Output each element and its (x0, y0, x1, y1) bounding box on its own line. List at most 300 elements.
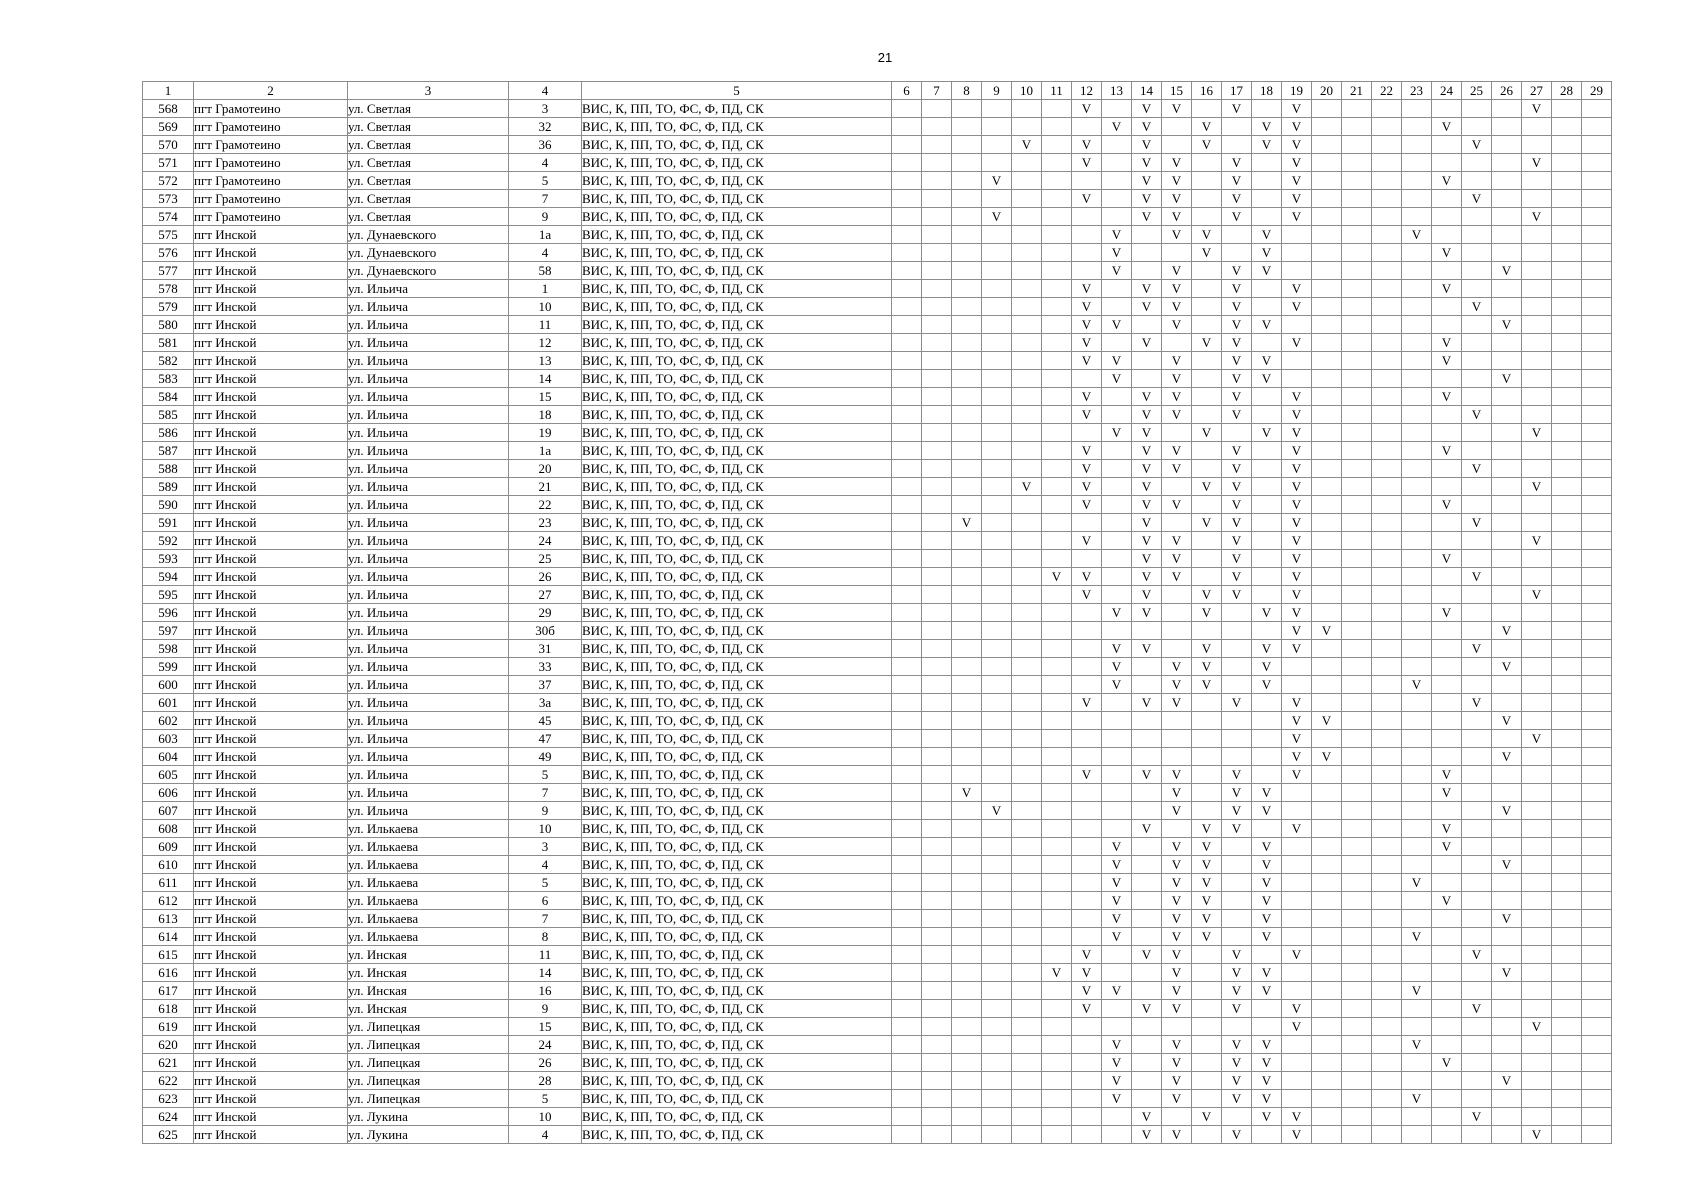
house-number: 28 (509, 1072, 582, 1090)
mark-cell (1342, 478, 1372, 496)
mark-cell (1012, 1126, 1042, 1144)
street: ул. Илькаева (348, 820, 509, 838)
mark-cell (952, 1018, 982, 1036)
check-mark: V (1132, 640, 1162, 658)
works-list: ВИС, К, ПП, ТО, ФС, Ф, ПД, СК (582, 856, 892, 874)
mark-cell (1012, 208, 1042, 226)
works-list: ВИС, К, ПП, ТО, ФС, Ф, ПД, СК (582, 928, 892, 946)
table-row (143, 172, 1612, 190)
mark-cell (1462, 928, 1492, 946)
mark-cell (1552, 640, 1582, 658)
mark-cell (1552, 748, 1582, 766)
mark-cell (982, 622, 1012, 640)
table-row (143, 496, 1612, 514)
column-header: 18 (1252, 82, 1282, 100)
mark-cell (1462, 1036, 1492, 1054)
mark-cell (1432, 514, 1462, 532)
mark-cell (982, 550, 1012, 568)
row-number: 587 (143, 442, 194, 460)
mark-cell (1582, 280, 1612, 298)
mark-cell (1582, 964, 1612, 982)
mark-cell (922, 370, 952, 388)
check-mark: V (952, 784, 982, 802)
street: ул. Ильича (348, 586, 509, 604)
mark-cell (1372, 208, 1402, 226)
mark-cell (1132, 352, 1162, 370)
mark-cell (1192, 766, 1222, 784)
works-list: ВИС, К, ПП, ТО, ФС, Ф, ПД, СК (582, 262, 892, 280)
row-number: 576 (143, 244, 194, 262)
locality: пгт Инской (194, 694, 348, 712)
locality: пгт Инской (194, 838, 348, 856)
mark-cell (1192, 1054, 1222, 1072)
check-mark: V (1072, 298, 1102, 316)
house-number: 11 (509, 946, 582, 964)
check-mark: V (1222, 442, 1252, 460)
check-mark: V (1222, 334, 1252, 352)
mark-cell (1582, 190, 1612, 208)
check-mark: V (1162, 982, 1192, 1000)
table-row (143, 820, 1612, 838)
check-mark: V (1222, 532, 1252, 550)
check-mark: V (1222, 694, 1252, 712)
check-mark: V (1252, 838, 1282, 856)
mark-cell (1132, 226, 1162, 244)
mark-cell (1492, 586, 1522, 604)
mark-cell (1492, 1000, 1522, 1018)
mark-cell (1462, 964, 1492, 982)
mark-cell (1492, 892, 1522, 910)
mark-cell (1372, 226, 1402, 244)
check-mark: V (1282, 190, 1312, 208)
mark-cell (1372, 172, 1402, 190)
mark-cell (982, 1000, 1012, 1018)
check-mark: V (1072, 316, 1102, 334)
mark-cell (1102, 136, 1132, 154)
mark-cell (1222, 874, 1252, 892)
mark-cell (1312, 316, 1342, 334)
check-mark: V (1072, 694, 1102, 712)
mark-cell (1312, 154, 1342, 172)
check-mark: V (1222, 352, 1252, 370)
mark-cell (1552, 712, 1582, 730)
mark-cell (1372, 118, 1402, 136)
check-mark: V (1282, 442, 1312, 460)
row-number: 589 (143, 478, 194, 496)
check-mark: V (1162, 928, 1192, 946)
works-list: ВИС, К, ПП, ТО, ФС, Ф, ПД, СК (582, 640, 892, 658)
mark-cell (1522, 694, 1552, 712)
table-row (143, 856, 1612, 874)
mark-cell (1492, 118, 1522, 136)
column-header: 23 (1402, 82, 1432, 100)
check-mark: V (1252, 316, 1282, 334)
locality: пгт Инской (194, 496, 348, 514)
mark-cell (1192, 694, 1222, 712)
mark-cell (1012, 892, 1042, 910)
check-mark: V (1252, 1054, 1282, 1072)
street: ул. Илькаева (348, 874, 509, 892)
check-mark: V (1432, 280, 1462, 298)
check-mark: V (1192, 244, 1222, 262)
check-mark: V (1132, 496, 1162, 514)
check-mark: V (1162, 694, 1192, 712)
mark-cell (1102, 712, 1132, 730)
mark-cell (1192, 316, 1222, 334)
locality: пгт Инской (194, 514, 348, 532)
mark-cell (1072, 892, 1102, 910)
mark-cell (922, 190, 952, 208)
street: ул. Ильича (348, 298, 509, 316)
mark-cell (952, 586, 982, 604)
check-mark: V (1132, 568, 1162, 586)
check-mark: V (1462, 298, 1492, 316)
check-mark: V (1222, 964, 1252, 982)
mark-cell (982, 946, 1012, 964)
mark-cell (1342, 172, 1372, 190)
mark-cell (1462, 118, 1492, 136)
mark-cell (1042, 172, 1072, 190)
mark-cell (1042, 1054, 1072, 1072)
works-list: ВИС, К, ПП, ТО, ФС, Ф, ПД, СК (582, 244, 892, 262)
mark-cell (1012, 442, 1042, 460)
mark-cell (1372, 1126, 1402, 1144)
check-mark: V (1162, 190, 1192, 208)
mark-cell (1582, 1108, 1612, 1126)
mark-cell (1432, 1036, 1462, 1054)
locality: пгт Инской (194, 460, 348, 478)
check-mark: V (1252, 784, 1282, 802)
mark-cell (1132, 838, 1162, 856)
mark-cell (1522, 388, 1552, 406)
locality: пгт Инской (194, 262, 348, 280)
mark-cell (1552, 118, 1582, 136)
mark-cell (1312, 496, 1342, 514)
check-mark: V (1402, 874, 1432, 892)
table-row (143, 1126, 1612, 1144)
check-mark: V (1432, 766, 1462, 784)
house-number: 3 (509, 100, 582, 118)
check-mark: V (1132, 154, 1162, 172)
mark-cell (1432, 226, 1462, 244)
check-mark: V (1102, 1054, 1132, 1072)
mark-cell (1582, 460, 1612, 478)
row-number: 570 (143, 136, 194, 154)
mark-cell (1552, 316, 1582, 334)
mark-cell (1402, 514, 1432, 532)
mark-cell (1552, 892, 1582, 910)
check-mark: V (1462, 694, 1492, 712)
street: ул. Светлая (348, 154, 509, 172)
mark-cell (1312, 982, 1342, 1000)
mark-cell (1372, 820, 1402, 838)
mark-cell (1402, 1054, 1432, 1072)
mark-cell (1312, 784, 1342, 802)
row-number: 606 (143, 784, 194, 802)
check-mark: V (1162, 388, 1192, 406)
table-row (143, 892, 1612, 910)
check-mark: V (1462, 514, 1492, 532)
mark-cell (982, 694, 1012, 712)
house-number: 4 (509, 1126, 582, 1144)
check-mark: V (1222, 1072, 1252, 1090)
mark-cell (1312, 874, 1342, 892)
mark-cell (1432, 406, 1462, 424)
mark-cell (1042, 1072, 1072, 1090)
mark-cell (1552, 784, 1582, 802)
mark-cell (952, 658, 982, 676)
mark-cell (1042, 190, 1072, 208)
mark-cell (1582, 478, 1612, 496)
mark-cell (892, 946, 922, 964)
mark-cell (1342, 1126, 1372, 1144)
mark-cell (1162, 334, 1192, 352)
mark-cell (1582, 874, 1612, 892)
mark-cell (922, 658, 952, 676)
mark-cell (892, 496, 922, 514)
mark-cell (1102, 1000, 1132, 1018)
house-number: 4 (509, 856, 582, 874)
mark-cell (1312, 730, 1342, 748)
mark-cell (1252, 388, 1282, 406)
mark-cell (1042, 874, 1072, 892)
mark-cell (1042, 136, 1072, 154)
mark-cell (1252, 334, 1282, 352)
check-mark: V (1282, 1018, 1312, 1036)
page-number: 21 (877, 50, 893, 65)
mark-cell (1402, 586, 1432, 604)
check-mark: V (1162, 1090, 1192, 1108)
mark-cell (1162, 136, 1192, 154)
table-row (143, 928, 1612, 946)
mark-cell (1312, 1000, 1342, 1018)
mark-cell (892, 820, 922, 838)
check-mark: V (1132, 136, 1162, 154)
row-number: 575 (143, 226, 194, 244)
mark-cell (1492, 1018, 1522, 1036)
check-mark: V (1492, 856, 1522, 874)
mark-cell (1582, 748, 1612, 766)
mark-cell (1192, 1072, 1222, 1090)
check-mark: V (1252, 244, 1282, 262)
mark-cell (1042, 658, 1072, 676)
table-row (143, 334, 1612, 352)
mark-cell (1402, 640, 1432, 658)
mark-cell (1552, 676, 1582, 694)
mark-cell (1552, 946, 1582, 964)
mark-cell (1372, 946, 1402, 964)
mark-cell (1372, 1108, 1402, 1126)
works-list: ВИС, К, ПП, ТО, ФС, Ф, ПД, СК (582, 316, 892, 334)
mark-cell (982, 442, 1012, 460)
mark-cell (1042, 640, 1072, 658)
mark-cell (982, 730, 1012, 748)
mark-cell (952, 604, 982, 622)
mark-cell (1582, 298, 1612, 316)
mark-cell (982, 874, 1012, 892)
mark-cell (1582, 406, 1612, 424)
locality: пгт Инской (194, 352, 348, 370)
mark-cell (1432, 946, 1462, 964)
mark-cell (1492, 1108, 1522, 1126)
mark-cell (982, 820, 1012, 838)
mark-cell (1042, 208, 1072, 226)
check-mark: V (1492, 262, 1522, 280)
mark-cell (892, 640, 922, 658)
mark-cell (1492, 244, 1522, 262)
house-number: 7 (509, 784, 582, 802)
house-number: 5 (509, 766, 582, 784)
mark-cell (1372, 658, 1402, 676)
mark-cell (1552, 1036, 1582, 1054)
house-number: 4 (509, 154, 582, 172)
house-number: 30б (509, 622, 582, 640)
table-row (143, 1108, 1612, 1126)
mark-cell (1432, 136, 1462, 154)
check-mark: V (1162, 172, 1192, 190)
street: ул. Светлая (348, 190, 509, 208)
table-row (143, 532, 1612, 550)
mark-cell (1582, 1036, 1612, 1054)
check-mark: V (1162, 1054, 1192, 1072)
mark-cell (922, 766, 952, 784)
check-mark: V (1462, 1000, 1492, 1018)
check-mark: V (1192, 604, 1222, 622)
check-mark: V (1162, 550, 1192, 568)
mark-cell (922, 352, 952, 370)
check-mark: V (1162, 298, 1192, 316)
mark-cell (1372, 874, 1402, 892)
mark-cell (1012, 838, 1042, 856)
mark-cell (1012, 676, 1042, 694)
mark-cell (1132, 622, 1162, 640)
mark-cell (1372, 1072, 1402, 1090)
street: ул. Ильича (348, 694, 509, 712)
row-number: 621 (143, 1054, 194, 1072)
mark-cell (1072, 208, 1102, 226)
mark-cell (1432, 1126, 1462, 1144)
mark-cell (892, 838, 922, 856)
mark-cell (1372, 244, 1402, 262)
mark-cell (922, 586, 952, 604)
mark-cell (1552, 334, 1582, 352)
check-mark: V (1042, 568, 1072, 586)
mark-cell (1552, 190, 1582, 208)
mark-cell (1252, 280, 1282, 298)
mark-cell (1132, 262, 1162, 280)
mark-cell (1252, 298, 1282, 316)
mark-cell (1402, 190, 1432, 208)
check-mark: V (1162, 154, 1192, 172)
mark-cell (1312, 442, 1342, 460)
row-number: 597 (143, 622, 194, 640)
check-mark: V (1492, 316, 1522, 334)
check-mark: V (1252, 226, 1282, 244)
column-header: 3 (348, 82, 509, 100)
street: ул. Ильича (348, 280, 509, 298)
mark-cell (1462, 478, 1492, 496)
mark-cell (1402, 298, 1432, 316)
mark-cell (1072, 820, 1102, 838)
mark-cell (1342, 532, 1372, 550)
works-list: ВИС, К, ПП, ТО, ФС, Ф, ПД, СК (582, 874, 892, 892)
check-mark: V (1222, 982, 1252, 1000)
house-number: 11 (509, 316, 582, 334)
mark-cell (1462, 784, 1492, 802)
check-mark: V (1282, 460, 1312, 478)
mark-cell (1402, 460, 1432, 478)
mark-cell (1312, 388, 1342, 406)
mark-cell (1042, 1018, 1072, 1036)
mark-cell (1282, 928, 1312, 946)
check-mark: V (1072, 388, 1102, 406)
mark-cell (982, 298, 1012, 316)
mark-cell (1012, 946, 1042, 964)
mark-cell (892, 550, 922, 568)
house-number: 21 (509, 478, 582, 496)
row-number: 590 (143, 496, 194, 514)
row-number: 608 (143, 820, 194, 838)
mark-cell (1342, 406, 1372, 424)
row-number: 613 (143, 910, 194, 928)
check-mark: V (1192, 424, 1222, 442)
mark-cell (922, 172, 952, 190)
table-row (143, 604, 1612, 622)
works-list: ВИС, К, ПП, ТО, ФС, Ф, ПД, СК (582, 1000, 892, 1018)
mark-cell (1192, 172, 1222, 190)
street: ул. Липецкая (348, 1090, 509, 1108)
check-mark: V (1102, 352, 1132, 370)
check-mark: V (1072, 406, 1102, 424)
mark-cell (1402, 694, 1432, 712)
mark-cell (922, 442, 952, 460)
table-row (143, 208, 1612, 226)
check-mark: V (1192, 856, 1222, 874)
mark-cell (1162, 1108, 1192, 1126)
mark-cell (952, 1072, 982, 1090)
check-mark: V (1252, 892, 1282, 910)
check-mark: V (1432, 388, 1462, 406)
mark-cell (1012, 316, 1042, 334)
row-number: 591 (143, 514, 194, 532)
street: ул. Илькаева (348, 838, 509, 856)
check-mark: V (1102, 856, 1132, 874)
mark-cell (1552, 496, 1582, 514)
mark-cell (1042, 532, 1072, 550)
mark-cell (1072, 262, 1102, 280)
row-number: 622 (143, 1072, 194, 1090)
check-mark: V (1192, 838, 1222, 856)
mark-cell (1432, 460, 1462, 478)
mark-cell (1522, 172, 1552, 190)
mark-cell (1462, 352, 1492, 370)
mark-cell (922, 1108, 952, 1126)
mark-cell (1342, 280, 1372, 298)
mark-cell (1312, 298, 1342, 316)
mark-cell (1102, 550, 1132, 568)
mark-cell (952, 334, 982, 352)
mark-cell (1522, 370, 1552, 388)
mark-cell (1582, 244, 1612, 262)
mark-cell (1462, 280, 1492, 298)
works-list: ВИС, К, ПП, ТО, ФС, Ф, ПД, СК (582, 604, 892, 622)
row-number: 579 (143, 298, 194, 316)
mark-cell (1312, 1054, 1342, 1072)
works-list: ВИС, К, ПП, ТО, ФС, Ф, ПД, СК (582, 1036, 892, 1054)
mark-cell (1042, 856, 1072, 874)
house-number: 5 (509, 1090, 582, 1108)
mark-cell (1372, 442, 1402, 460)
